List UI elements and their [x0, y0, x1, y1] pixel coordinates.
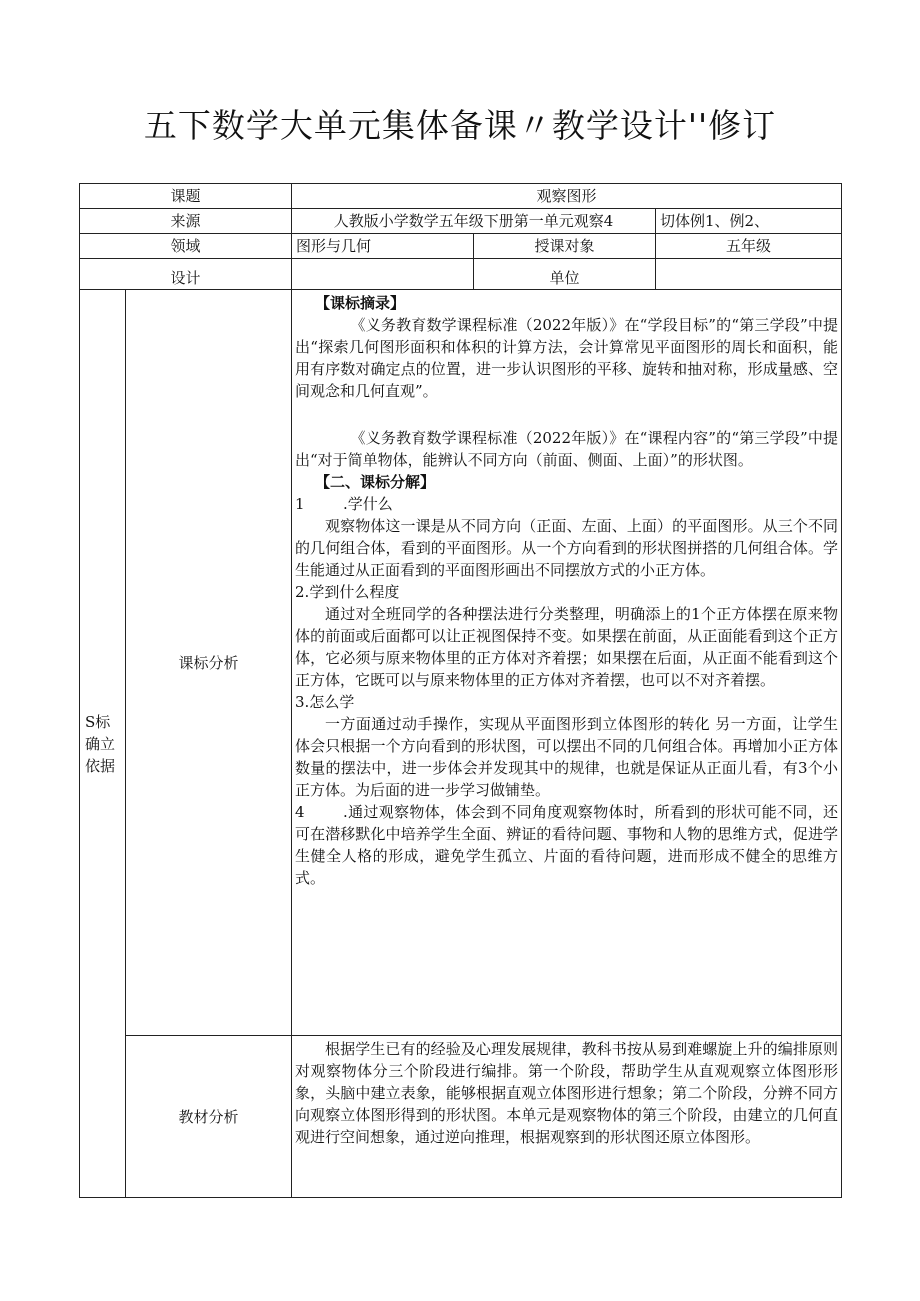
breakdown-heading: 【二、课标分解】 — [315, 473, 436, 491]
excerpt-heading: 【课标摘录】 — [315, 294, 406, 312]
section-3-body: 一方面通过动手操作，实现从平面图形到立体图形的转化 另一方面，让学生体会只根据一个方向看到的形状图，可以摆出不同的几何组合体。再增加小正方体数量的摆法中，进一步体会并发现其中的规律，也就是保证从正面儿看，有3个小正方体。为后面的进一步学习做铺垫。 — [295, 715, 839, 799]
unit-label: 单位 — [474, 259, 656, 290]
topic-value: 观察图形 — [292, 184, 842, 209]
section-1-label: .学什么 — [343, 495, 393, 513]
section-4-body — [295, 801, 838, 889]
source-value-continued: 切体例1、例2、 — [656, 209, 842, 234]
source-value: 人教版小学数学五年级下册第一单元观察4 — [292, 209, 656, 234]
domain-value: 图形与几何 — [292, 234, 474, 259]
unit-value — [656, 259, 842, 290]
section-1-title — [295, 493, 838, 515]
standard-analysis-content — [292, 290, 842, 1036]
audience-label: 授课对象 — [474, 234, 656, 259]
textbook-analysis-label: 教材分析 — [126, 1036, 292, 1198]
design-value — [292, 259, 474, 290]
topic-row — [80, 184, 842, 209]
design-row — [80, 259, 842, 290]
excerpt-paragraph-1: 《义务教育数学课程标准（2022年版）》在“学段目标”的“第三学段”中提出“探索几何图形面积和体积的计算方法，会计算常见平面图形的周长和面积，能用有序数对确定点的位置，进一步认识图形的平移、旋转和抽对称，形成量感、空间观念和几何直观”。 — [295, 316, 839, 400]
textbook-analysis-row — [80, 1036, 842, 1198]
section-2-body: 通过对全班同学的各种摆法进行分类整理，明确添上的1个正方体摆在原来物体的前面或后面都可以让正视图保持不变。如果摆在前面，从正面能看到这个正方体，它必须与原来物体里的正方体对齐着摆；如果摆在后面，从正面不能看到这个正方体，它既可以与原来物体里的正方体对齐着摆，也可以不对齐着摆。 — [295, 605, 839, 689]
document-title: 五下数学大单元集体备课〃教学设计''修订 — [143, 106, 777, 145]
excerpt-paragraph-2: 《义务教育数学课程标准（2022年版）》在“课程内容”的“第三学段”中提出“对于简单物体，能辨认不同方向（前面、侧面、上面）”的形状图。 — [295, 429, 839, 469]
source-label: 来源 — [80, 209, 292, 234]
section-2-title: 2.学到什么程度 — [295, 583, 400, 601]
design-label: 设计 — [80, 259, 292, 290]
domain-row — [80, 234, 842, 259]
audience-value: 五年级 — [656, 234, 842, 259]
source-row — [80, 209, 842, 234]
textbook-analysis-content — [292, 1036, 842, 1198]
textbook-paragraph: 根据学生已有的经验及心理发展规律，教科书按从易到难螺旋上升的编排原则对观察物体分三个阶段进行编排。第一个阶段，帮助学生从直观观察立体图形形象，头脑中建立表象，能够根据直观立体图形进行想象；第二个阶段，分辨不同方向观察立体图形得到的形状图。本单元是观察物体的第三个阶段，由建立的几何直观进行空间想象，通过逆向推理，根据观察到的形状图还原立体图形。 — [295, 1040, 839, 1146]
section-3-title: 3.怎么学 — [295, 693, 355, 711]
standard-analysis-label: 课标分析 — [126, 290, 292, 1036]
lesson-plan-table — [79, 183, 842, 1198]
standard-analysis-row — [80, 290, 842, 1036]
side-label: S标确立依据 — [80, 290, 126, 1198]
section-1-body: 观察物体这一课是从不同方向（正面、左面、上面）的平面图形。从三个不同的几何组合体，看到的平面图形。从一个方向看到的形状图拼搭的几何组合体。学生能通过从正面看到的平面图形画出不同摆放方式的小正方体。 — [295, 517, 839, 579]
section-1-number: 1 — [295, 495, 305, 513]
section-4-text: .通过观察物体，体会到不同角度观察物体时，所看到的形状可能不同，还可在潜移默化中培养学生全面、辨证的看待问题、事物和人物的思维方式，促进学生健全人格的形成，避免学生孤立、片面的看待问题，进而形成不健全的思维方式。 — [295, 803, 839, 887]
domain-label: 领域 — [80, 234, 292, 259]
topic-label: 课题 — [80, 184, 292, 209]
section-4-number: 4 — [295, 803, 305, 821]
